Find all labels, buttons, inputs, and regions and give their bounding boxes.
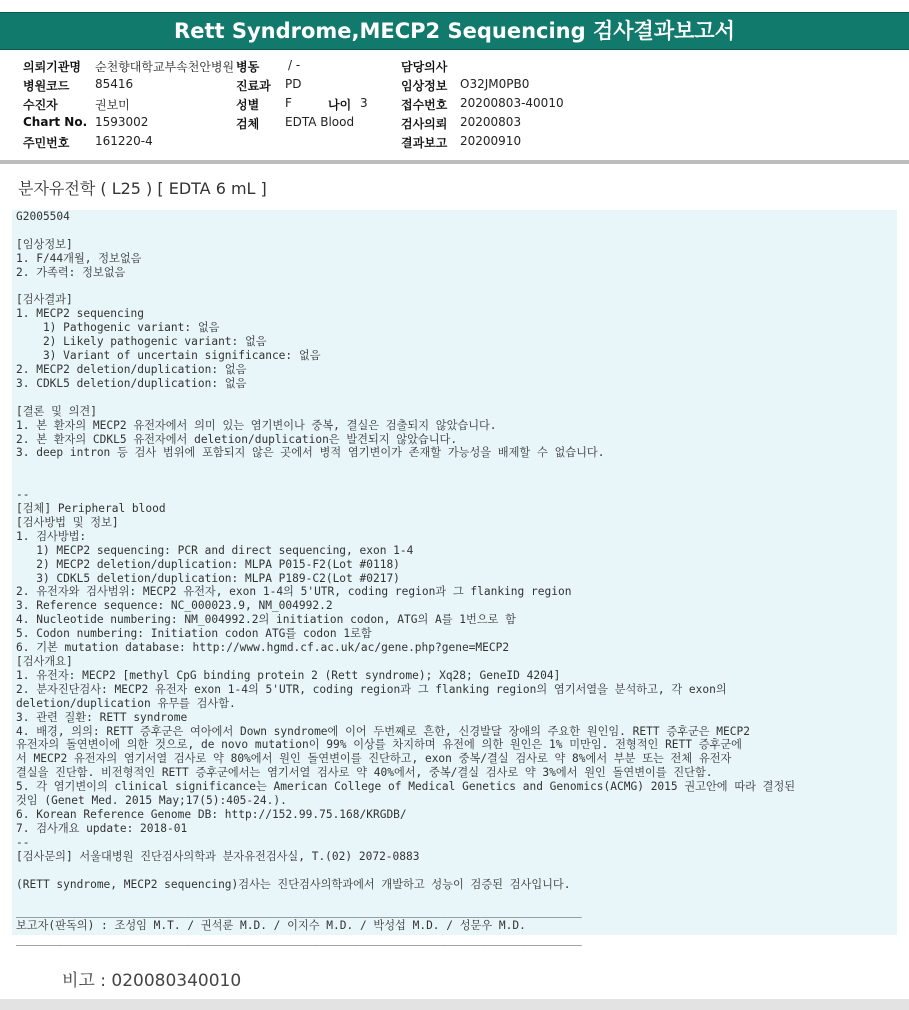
report-line: G2005504: [16, 210, 70, 223]
report-line: 3. Reference sequence: NC_000023.9, NM_004992.2: [16, 599, 333, 613]
chart-no-value: 1593002: [95, 115, 149, 129]
ward-value: / -: [288, 58, 301, 72]
report-line: 3. deep intron 등 검사 범위에 포함되지 않은 곳에서 병적 염기변이가 존재할 가능성을 배제할 수 없습니다.: [16, 446, 605, 460]
report-line: --: [16, 835, 30, 849]
report-line: 결실을 진단함. 비전형적인 RETT 증후군에서는 염기서열 검사로 약 40%에서, 중복/결실 검사로 약 3%에서 원인 돌연변이를 진단함.: [16, 766, 713, 780]
report-line: 2. 분자진단검사: MECP2 유전자 exon 1-4의 5'UTR, coding region과 그 flanking region의 염기서열을 분석하고, 각 exon의: [16, 682, 727, 696]
report-line: [16, 864, 897, 878]
report-line: (RETT syndrome, MECP2 sequencing)검사는 진단검사의학과에서 개발하고 성능이 검증된 검사입니다.: [16, 877, 571, 891]
report-line: [16, 460, 897, 474]
report-line: [검사결과]: [16, 293, 73, 307]
department-value: PD: [285, 77, 302, 91]
report-line: 3) CDKL5 deletion/duplication: MLPA P189-C2(Lot #0217): [16, 571, 400, 585]
patient-value: 권보미: [95, 98, 130, 112]
report-line: 3) Variant of uncertain significance: 없음: [16, 349, 321, 363]
patient-header: [0, 58, 909, 158]
report-line: 1. F/44개월, 정보없음: [16, 251, 142, 265]
report-line: 5. Codon numbering: Initiation codon ATG를 codon 1로함: [16, 627, 372, 641]
sex-label: 성별: [236, 98, 260, 112]
report-line: deletion/duplication 유무를 검사함.: [16, 696, 236, 710]
report-title-bar: [0, 12, 909, 50]
sex-value: F: [285, 96, 292, 110]
age-value: 3: [360, 96, 368, 110]
report-line: 2. 유전자와 검사범위: MECP2 유전자, exon 1-4의 5'UTR, coding region과 그 flanking region: [16, 585, 572, 599]
report-date-value: 20200910: [460, 134, 522, 148]
report-text: [12, 210, 897, 947]
report-date-label: 결과보고: [401, 136, 448, 150]
report-line: 유전자의 돌연변이에 의한 것으로, de novo mutation이 99% 이상를 차지하며 유전에 의한 원인은 1% 미만임. 전형적인 RETT 증후군에: [16, 738, 742, 752]
clinical-info-value: O32JM0PB0: [460, 77, 530, 91]
chart-no-label: Chart No.: [23, 115, 88, 129]
header-divider: [0, 160, 909, 164]
report-line: 1. 유전자: MECP2 [methyl CpG binding protein 2 (Rett syndrome); Xq28; GeneID 4204]: [16, 668, 561, 682]
department-label: 진료과: [236, 79, 271, 93]
report-line: 1. 본 환자의 MECP2 유전자에서 의미 있는 염기변이나 중복, 결실은 검출되지 않았습니다.: [16, 418, 497, 432]
bottom-bar: [0, 999, 909, 1010]
report-line: [검체] Peripheral blood: [16, 502, 166, 516]
clinical-info-label: 임상정보: [401, 79, 448, 93]
report-line: 2) MECP2 deletion/duplication: MLPA P015-F2(Lot #0118): [16, 557, 400, 571]
report-line: 5. 각 염기변이의 clinical significance는 American College of Medical Genetics and Genomics(ACMG) 2015 권고안에 따라 결정된: [16, 780, 796, 794]
report-line: [결론 및 의견]: [16, 404, 97, 418]
report-line: [검사문의] 서울대병원 진단검사의학과 분자유전검사실, T.(02) 2072-0883: [16, 849, 420, 863]
report-line: --: [16, 488, 30, 502]
report-line: 6. 기본 mutation database: http://www.hgmd.cf.ac.uk/ac/gene.php?gene=MECP2: [16, 641, 510, 655]
report-line: 것임 (Genet Med. 2015 May;17(5):405-24.).: [16, 794, 287, 808]
specimen-label: 검체: [236, 117, 260, 131]
report-line: 2. MECP2 deletion/duplication: 없음: [16, 362, 247, 376]
report-title: Rett Syndrome,MECP2 Sequencing 검사결과보고서: [174, 19, 735, 43]
report-line: [16, 391, 897, 405]
report-line: 1. MECP2 sequencing: [16, 307, 144, 321]
report-line: 2. 가족력: 정보없음: [16, 265, 126, 279]
report-line: 7. 검사개요 update: 2018-01: [16, 821, 188, 835]
request-date-value: 20200803: [460, 115, 522, 129]
report-line: ____________________________________________________________________________________: [16, 905, 582, 919]
report-line: 보고자(판독의) : 조성임 M.T. / 권석룬 M.D. / 이지수 M.D. / 박성섭 M.D. / 성문우 M.D.: [16, 919, 526, 933]
age-label: 나이: [328, 98, 352, 112]
report-line: [검사방법 및 정보]: [16, 515, 119, 529]
report-line: 2. 본 환자의 CDKL5 유전자에서 deletion/duplication은 발견되지 않았습니다.: [16, 432, 458, 446]
specimen-value: EDTA Blood: [285, 115, 355, 129]
report-line: 1) MECP2 sequencing: PCR and direct sequencing, exon 1-4: [16, 543, 414, 557]
institution-label: 의뢰기관명: [23, 60, 81, 74]
report-line: 4. 배경, 의의: RETT 증후군은 여아에서 Down syndrome에 이어 두번째로 흔한, 신경발달 장애의 주요한 원인임. RETT 증후군은 MECP2: [16, 724, 750, 738]
report-line: 6. Korean Reference Genome DB: http://152.99.75.168/KRGDB/: [16, 807, 407, 821]
report-line: 3. CDKL5 deletion/duplication: 없음: [16, 376, 247, 390]
remark: 비고 : 020080340010: [62, 971, 242, 991]
report-line: ____________________________________________________________________________________: [16, 933, 582, 947]
report-line: 2) Likely pathogenic variant: 없음: [16, 335, 267, 349]
request-date-label: 검사의뢰: [401, 117, 448, 131]
report-line: 1) Pathogenic variant: 없음: [16, 321, 220, 335]
report-line: [16, 224, 897, 238]
test-subtitle: 분자유전학 ( L25 ) [ EDTA 6 mL ]: [18, 179, 267, 198]
report-line: [임상정보]: [16, 237, 73, 251]
doctor-label: 담당의사: [401, 60, 448, 74]
resident-no-label: 주민번호: [23, 136, 70, 150]
hospital-code-label: 병원코드: [23, 79, 70, 93]
ward-label: 병동: [236, 60, 260, 74]
receipt-no-label: 접수번호: [401, 98, 448, 112]
report-line: 4. Nucleotide numbering: NM_004992.2의 initiation codon, ATG의 A를 1번으로 함: [16, 613, 516, 627]
receipt-no-value: 20200803-40010: [460, 96, 564, 110]
report-line: 3. 관련 질환: RETT syndrome: [16, 710, 188, 724]
report-line: 서 MECP2 유전자의 염기서열 검사로 약 80%에서 원인 돌연변이를 진단하고, exon 중복/결실 검사로 약 8%에서 부분 또는 전체 유전자: [16, 752, 732, 766]
hospital-code-value: 85416: [95, 77, 134, 91]
resident-no-value: 161220-4: [95, 134, 153, 148]
report-line: [16, 474, 897, 488]
report-line: [검사개요]: [16, 655, 73, 668]
patient-label: 수진자: [23, 98, 58, 112]
institution-value: 순천향대학교부속천안병원: [95, 60, 235, 74]
report-line: [16, 891, 897, 905]
report-body: [12, 210, 897, 947]
report-line: 1. 검사방법:: [16, 529, 87, 543]
report-line: [16, 280, 897, 294]
